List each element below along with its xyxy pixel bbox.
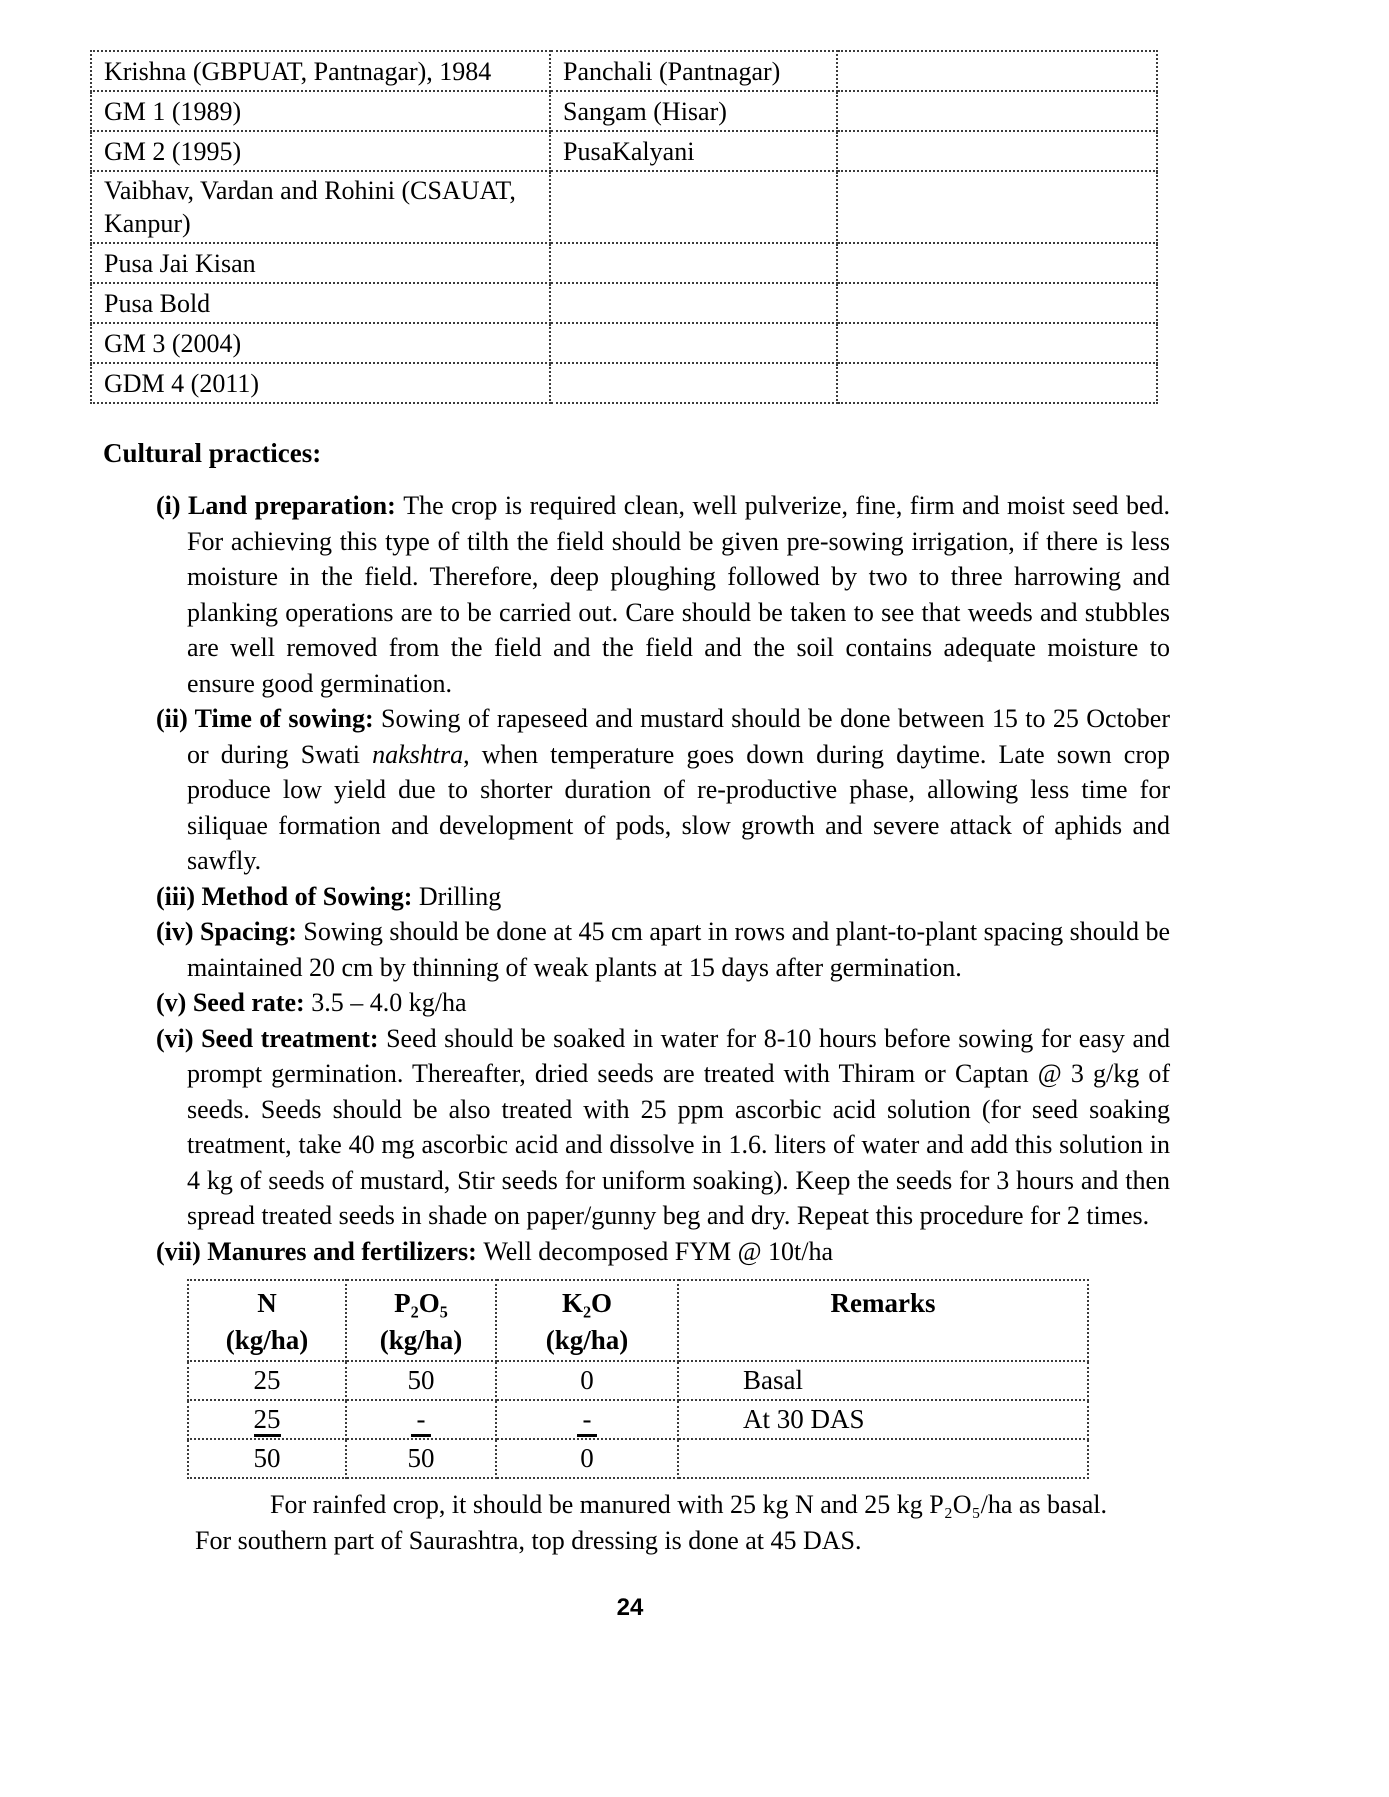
item-label: (v) Seed rate:: [156, 988, 312, 1017]
column-header-k2o: [496, 1280, 678, 1361]
page-number: 24: [616, 1594, 644, 1621]
column-header-remarks: [678, 1280, 1088, 1361]
table-cell: 50: [346, 1439, 496, 1478]
table-cell: Basal: [678, 1361, 1088, 1400]
table-cell: [550, 171, 837, 243]
table-cell: [550, 363, 837, 403]
table-header-row: [188, 1280, 1088, 1361]
item-seed-rate: [90, 985, 1170, 1021]
column-header-n: [188, 1280, 346, 1361]
table-cell: [837, 51, 1157, 91]
cultural-practices-list: [90, 488, 1170, 1558]
header-line: N: [257, 1288, 277, 1318]
header-line: P₂O₅: [394, 1288, 448, 1318]
fertilizer-notes: [90, 1487, 1170, 1558]
table-cell: [550, 243, 837, 283]
header-line: (kg/ha): [379, 1325, 463, 1355]
table-row: [91, 131, 1157, 171]
table-row: [91, 51, 1157, 91]
header-line: (kg/ha): [545, 1325, 629, 1355]
item-text: Sowing of rapeseed and mustard should be done between 15 to 25 October or during Swati: [187, 704, 1170, 769]
fertilizer-table: [187, 1279, 1089, 1479]
underlined-value: -: [577, 1404, 597, 1437]
table-cell: [550, 323, 837, 363]
table-cell: 25: [188, 1361, 346, 1400]
underlined-value: -: [411, 1404, 431, 1437]
item-text-italic: nakshtra: [372, 739, 464, 769]
table-row: [188, 1361, 1088, 1400]
table-cell: PusaKalyani: [550, 131, 837, 171]
table-cell: Vaibhav, Vardan and Rohini (CSAUAT, Kanpur): [91, 171, 550, 243]
table-cell: [837, 131, 1157, 171]
table-row: [91, 363, 1157, 403]
note-line: For southern part of Saurashtra, top dressing is done at 45 DAS.: [195, 1525, 862, 1555]
item-text: The crop is required clean, well pulverize, fine, firm and moist seed bed. For achieving this type of tilth the field should be given pre-sowing irrigation, if there is less moisture in the field. Therefore, deep ploughing followed by two to three harrowing and planking operations are to be carried out. Care should be taken to see that weeds and stubbles are well removed from the field and the field and the soil contains adequate moisture to ensure good germination.: [187, 491, 1170, 698]
table-cell: [837, 323, 1157, 363]
table-row: [91, 323, 1157, 363]
table-cell: [550, 283, 837, 323]
table-cell: Pusa Jai Kisan: [91, 243, 550, 283]
column-header-p2o5: [346, 1280, 496, 1361]
table-cell: Pusa Bold: [91, 283, 550, 323]
table-cell: [837, 171, 1157, 243]
table-cell: [496, 1400, 678, 1439]
note-line: For rainfed crop, it should be manured with 25 kg N and 25 kg P₂O₅/ha as basal.: [270, 1490, 1107, 1519]
item-seed-treatment: [90, 1021, 1170, 1234]
item-method-of-sowing: [90, 879, 1170, 915]
item-land-preparation: [90, 488, 1170, 701]
item-label: (vii) Manures and fertilizers:: [156, 1236, 484, 1266]
table-row: [91, 243, 1157, 283]
table-cell: Krishna (GBPUAT, Pantnagar), 1984: [91, 51, 550, 91]
table-cell: GM 2 (1995): [91, 131, 550, 171]
item-time-of-sowing: [90, 701, 1170, 879]
header-line: K₂O: [561, 1288, 613, 1318]
underlined-value: 25: [254, 1404, 281, 1437]
item-text: 3.5 – 4.0 kg/ha: [311, 988, 467, 1017]
table-cell: Sangam (Hisar): [550, 91, 837, 131]
item-text: Seed should be soaked in water for 8-10 hours before sowing for easy and prompt germination. Thereafter, dried seeds are treated with Thiram or Captan @ 3 g/kg of seeds. Seeds should be also treated with 25 ppm ascorbic acid solution (for seed soaking treatment, take 40 mg ascorbic acid and dissolve in 1.6. liters of water and add this solution in 4 kg of seeds of mustard, Stir seeds for uniform soaking). Keep the seeds for 3 hours and then spread treated seeds in shade on paper/gunny beg and dry. Repeat this procedure for 2 times.: [187, 1023, 1170, 1230]
item-manures-and-fertilizers: [90, 1234, 1170, 1270]
table-cell: [837, 363, 1157, 403]
table-row: [91, 283, 1157, 323]
table-cell: Panchali (Pantnagar): [550, 51, 837, 91]
item-text: Drilling: [418, 881, 502, 911]
table-cell: [188, 1400, 346, 1439]
item-text: , when temperature goes down during daytime. Late sown crop produce low yield due to shorter duration of re-productive phase, allowing less time for siliquae formation and development of pods, slow growth and severe attack of aphids and sawfly.: [187, 739, 1171, 875]
table-cell: [678, 1439, 1088, 1478]
table-cell: GM 3 (2004): [91, 323, 550, 363]
table-cell: [837, 283, 1157, 323]
item-spacing: [90, 914, 1170, 985]
table-row: [188, 1400, 1088, 1439]
table-cell: At 30 DAS: [678, 1400, 1088, 1439]
cultural-practices-heading: Cultural practices:: [103, 438, 322, 468]
table-cell: 0: [496, 1439, 678, 1478]
table-row: [91, 171, 1157, 243]
item-label: (iii) Method of Sowing:: [156, 881, 419, 911]
item-label: (ii) Time of sowing:: [156, 704, 382, 733]
page-content: [90, 50, 1170, 1622]
table-row: [188, 1439, 1088, 1478]
item-text: Sowing should be done at 45 cm apart in rows and plant-to-plant spacing should be maintained 20 cm by thinning of weak plants at 15 days after germination.: [187, 917, 1170, 982]
table-cell: 50: [346, 1361, 496, 1400]
table-cell: GDM 4 (2011): [91, 363, 550, 403]
table-cell: 0: [496, 1361, 678, 1400]
table-row: [91, 91, 1157, 131]
table-cell: [837, 243, 1157, 283]
table-cell: 50: [188, 1439, 346, 1478]
table-cell: [837, 91, 1157, 131]
table-cell: [346, 1400, 496, 1439]
header-line: Remarks: [830, 1288, 936, 1318]
table-cell: GM 1 (1989): [91, 91, 550, 131]
item-label: (vi) Seed treatment:: [156, 1023, 387, 1053]
item-label: (iv) Spacing:: [156, 917, 304, 946]
header-line: (kg/ha): [225, 1325, 309, 1355]
item-text: Well decomposed FYM @ 10t/ha: [483, 1236, 834, 1266]
item-label: (i) Land preparation:: [156, 491, 404, 520]
varieties-table: [90, 50, 1158, 404]
